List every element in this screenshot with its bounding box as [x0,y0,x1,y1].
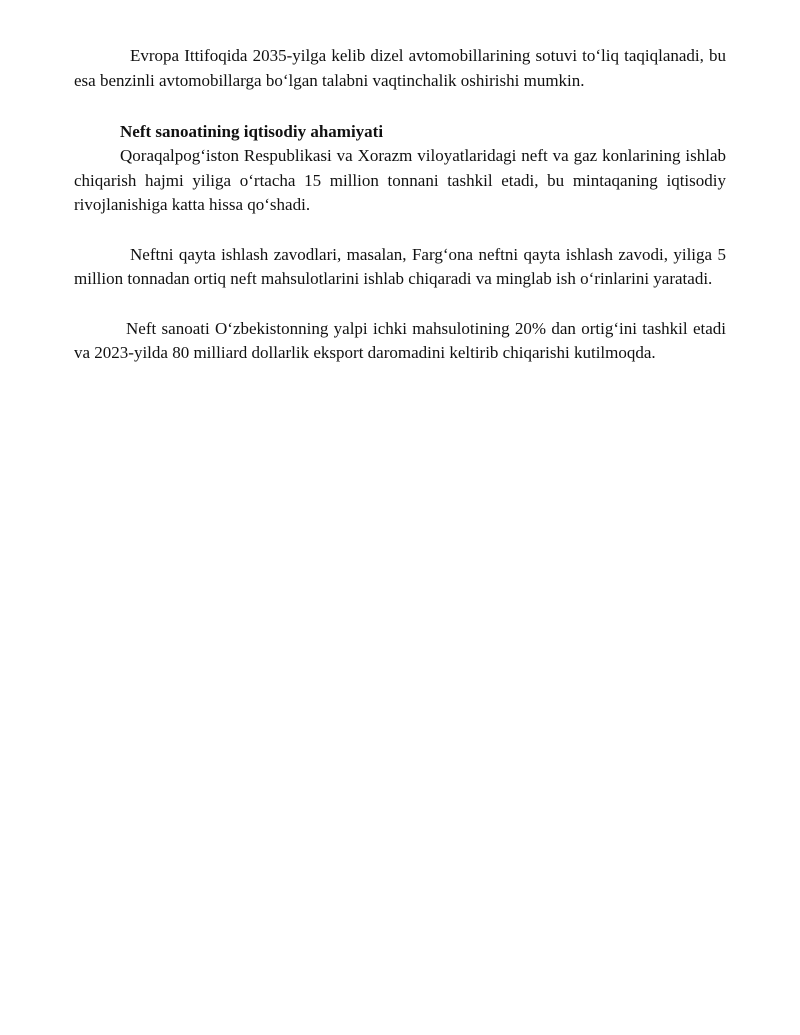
section-heading: Neft sanoatining iqtisodiy ahamiyati [120,122,384,141]
paragraph-gdp-share: Neft sanoati O‘zbekistonning yalpi ichki mahsulotining 20% dan ortig‘ini tashkil etadi va 2023-yilda 80 milliard dollarlik eksport daromadini keltirib chiqarishi kutilmoqda. [74,318,726,362]
paragraph-eu-diesel-ban: Evropa Ittifoqida 2035-yilga kelib dizel avtomobillarining sotuvi to‘liq taqiqlanadi, bu esa benzinli avtomobillarga bo‘lgan talabni vaqtinchalik oshirishi mumkin. [74,46,726,90]
document-body [74,44,726,366]
paragraph-oil-gas-production: Qoraqalpog‘iston Respublikasi va Xorazm viloyatlaridagi neft va gaz konlarining ishlab chiqarish hajmi yiliga o‘rtacha 15 million tonnani tashkil etadi, bu mintaqaning iqtisodiy rivojlanishiga katta hissa qo‘shadi. [74,146,726,214]
paragraph-refineries: Neftni qayta ishlash zavodlari, masalan, Farg‘ona neftni qayta ishlash zavodi, yiliga 5 million tonnadan ortiq neft mahsulotlarini ishlab chiqaradi va minglab ish o‘rinlarini yaratadi. [74,244,726,288]
